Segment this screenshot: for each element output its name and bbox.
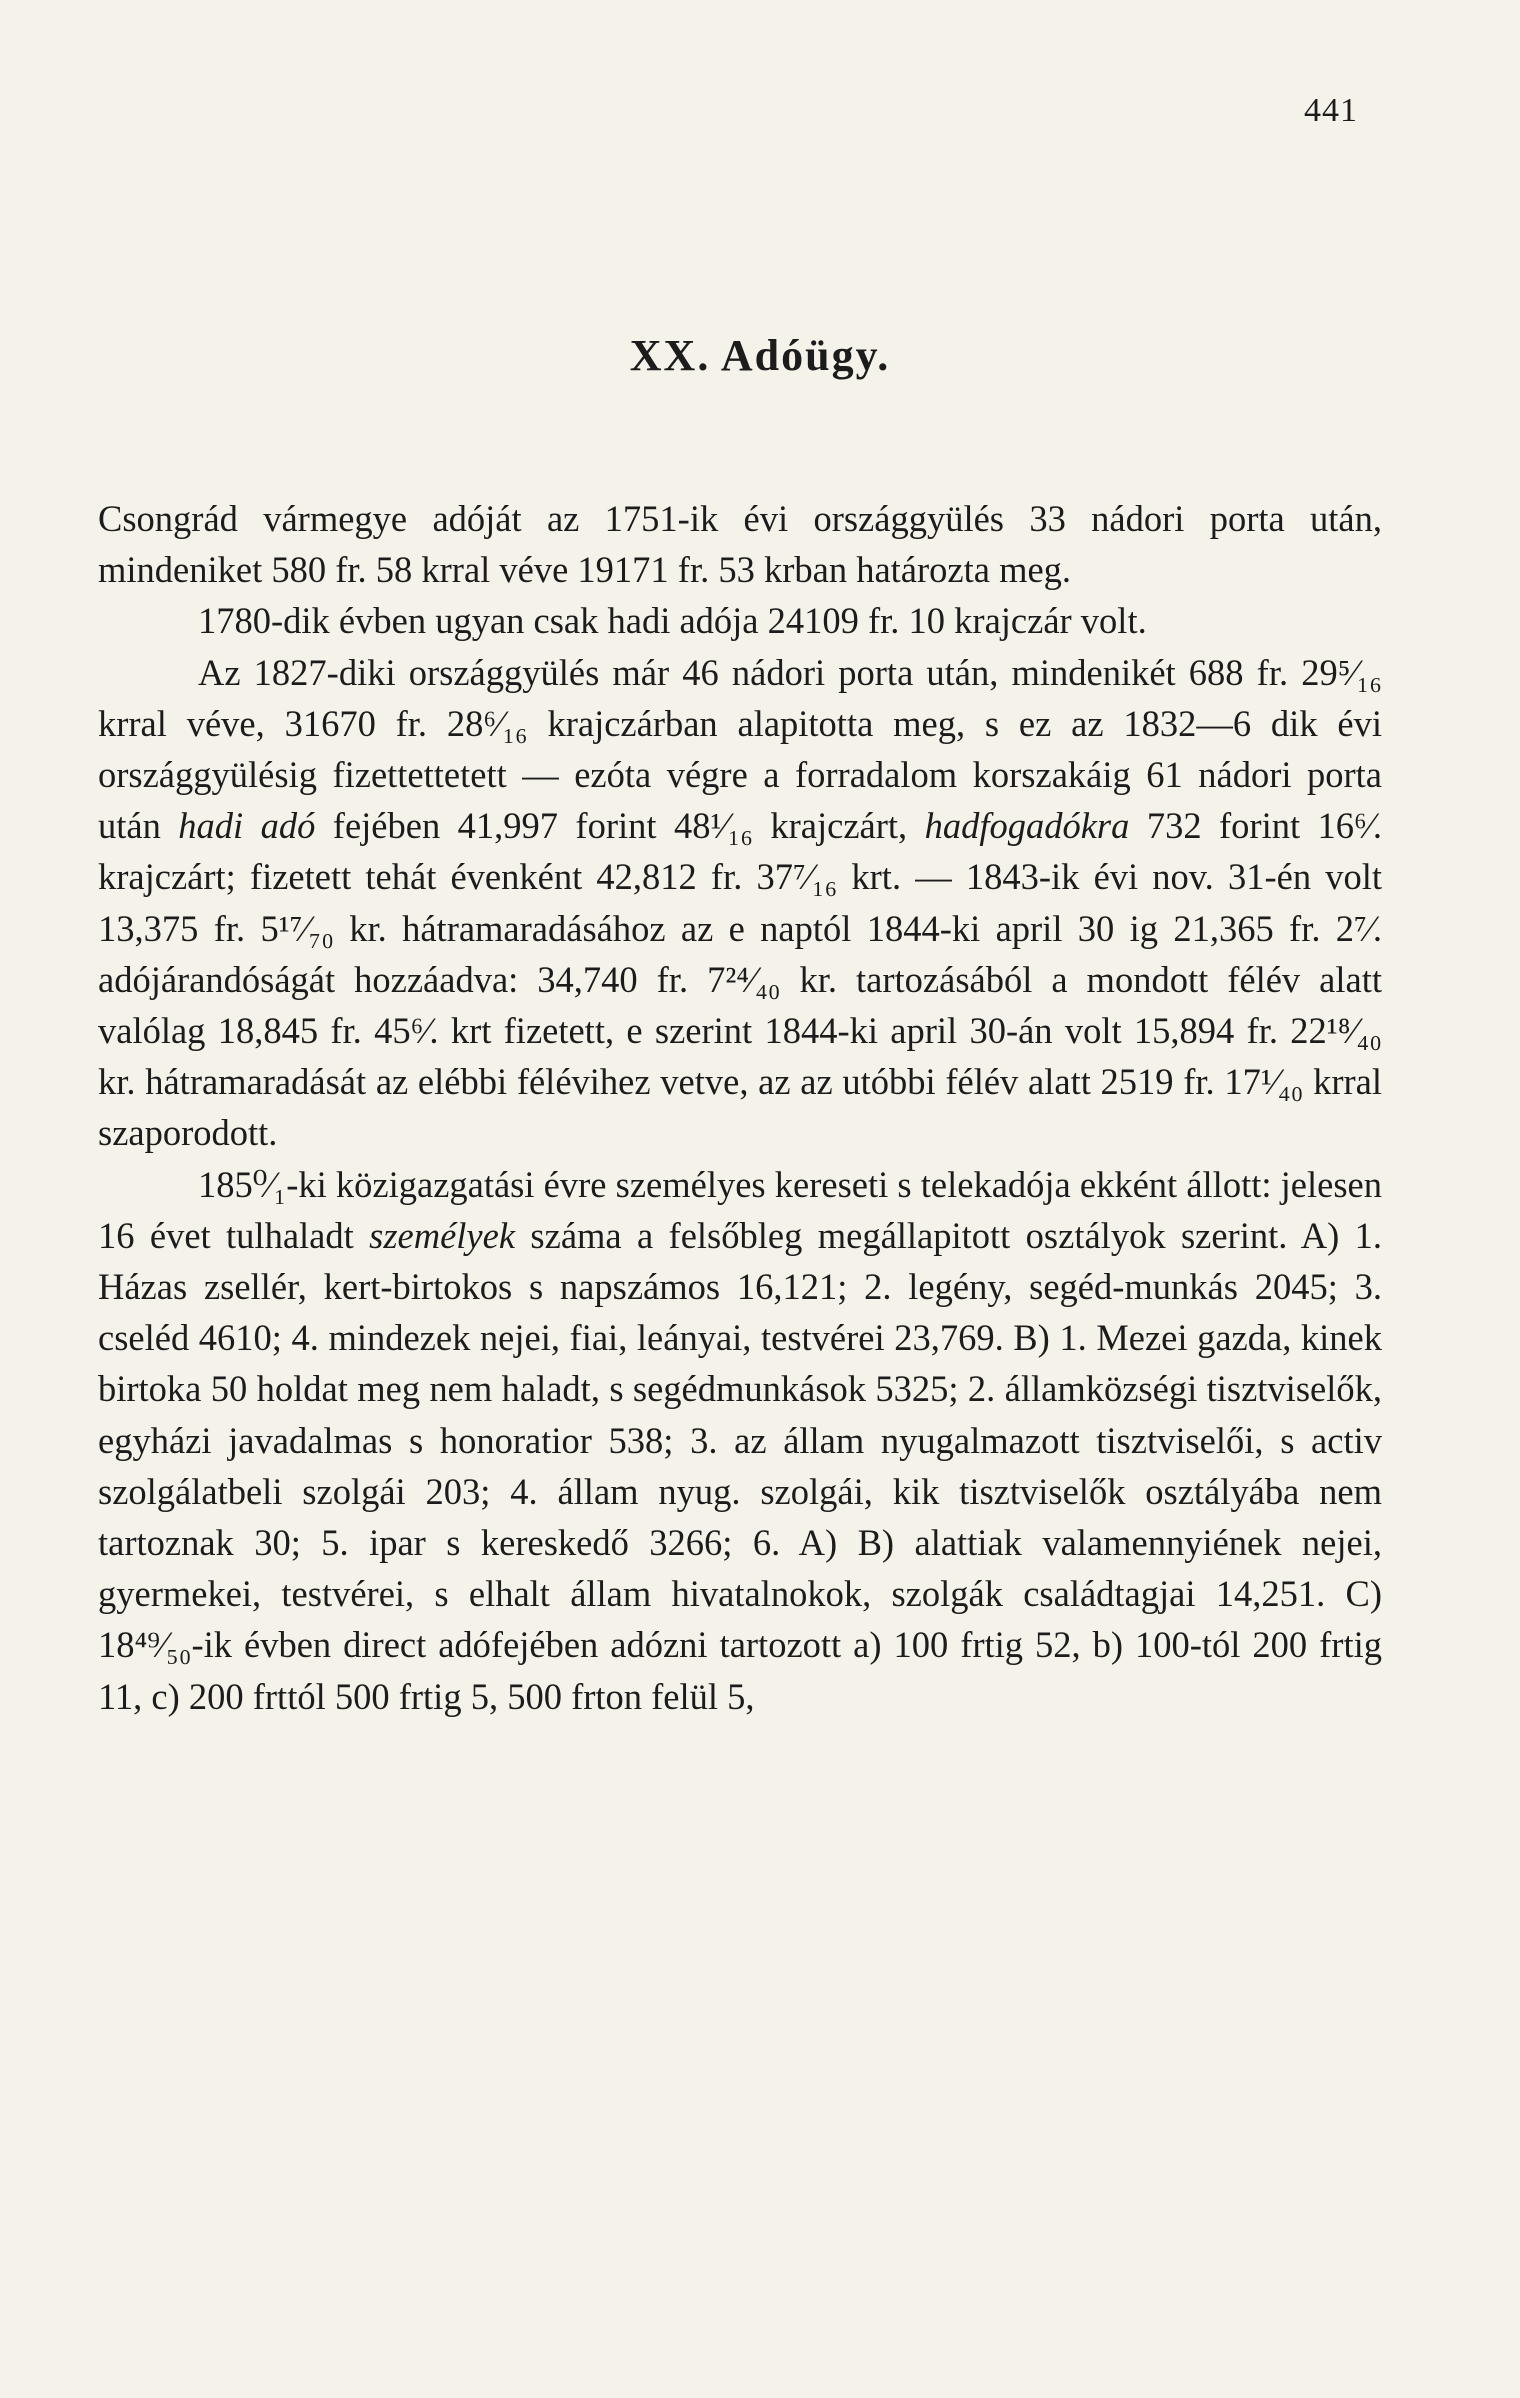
italic-term: hadi adó xyxy=(178,805,316,847)
text-segment: 185⁰⁄₁-ki közigazgatási évre személyes kereseti s telekadója ekként állott: jelesen 16 évet tulhaladt xyxy=(98,1163,1382,1256)
text-segment: Csongrád vármegye adóját az 1751-ik évi országgyülés 33 nádori porta után, mindeniket 580 fr. 58 krral véve 19171 fr. 53 krban határozta meg. xyxy=(98,498,1382,591)
paragraph xyxy=(98,1159,1382,1722)
text-segment: fejében 41,997 forint 48¹⁄₁₆ krajczárt, xyxy=(315,805,925,847)
text-segment: 1780-dik évben ugyan csak hadi adója 24109 fr. 10 krajczár volt. xyxy=(198,600,1147,642)
italic-term: hadfogadókra xyxy=(924,805,1130,847)
text-segment: száma a felsőbleg megállapitott osztályok szerint. A) 1. Házas zsellér, kert-birtokos s napszámos 16,121; 2. legény, segéd-munkás 2045; 3. cseléd 4610; 4. mindezek nejei, fiai, leányai, testvérei 23,769. B) 1. Mezei gazda, kinek birtoka 50 holdat meg nem haladt, s segédmunkások 5325; 2. államközségi tisztviselők, egyházi javadalmas s honoratior 538; 3. az állam nyugalmazott tisztviselői, s activ szolgálatbeli szolgái 203; 4. állam nyug. szolgái, kik tisztviselők osztályába nem tartoznak 30; 5. ipar s kereskedő 3266; 6. A) B) alattiak valamennyiének nejei, gyermekei, testvérei, s elhalt állam hivatalnokok, szolgák családtagjai 14,251. C) 18⁴⁹⁄₅₀-ik évben direct adófejében adózni tartozott a) 100 frtig 52, b) 100-tól 200 frtig 11, c) 200 frttól 500 frtig 5, 500 frton felül 5, xyxy=(98,1214,1382,1717)
paragraph xyxy=(98,647,1382,1159)
text-segment: 732 forint 16⁶⁄. krajczárt; fizetett tehát évenként 42,812 fr. 37⁷⁄₁₆ krt. — 1843-ik évi nov. 31-én volt 13,375 fr. 5¹⁷⁄₇₀ kr. hátramaradásához az e naptól 1844-ki april 30 ig 21,365 fr. 2⁷⁄. adójárandóságát hozzáadva: 34,740 fr. 7²⁴⁄₄₀ kr. tartozásából a mondott félév alatt valólag 18,845 fr. 45⁶⁄. krt fizetett, e szerint 1844-ki april 30-án volt 15,894 fr. 22¹⁸⁄₄₀ kr. hátramaradását az elébbi félévihez vetve, az az utóbbi félév alatt 2519 fr. 17¹⁄₄₀ krral szaporodott. xyxy=(98,805,1382,1154)
italic-term: személyek xyxy=(369,1214,516,1256)
paragraph xyxy=(98,493,1382,595)
paragraph xyxy=(98,595,1382,646)
text-segment: Az 1827-diki országgyülés már 46 nádori porta után, mindenikét 688 fr. 29⁵⁄₁₆ krral véve, 31670 fr. 28⁶⁄₁₆ krajczárban alapitotta meg, s ez az 1832—6 dik évi országgyülésig fizettettetett — ezóta végre a forradalom korszakáig 61 nádori porta után xyxy=(98,651,1382,847)
body-text xyxy=(98,493,1382,1722)
chapter-title: XX. Adóügy. xyxy=(629,331,891,380)
page-number: 441 xyxy=(1304,92,1358,129)
